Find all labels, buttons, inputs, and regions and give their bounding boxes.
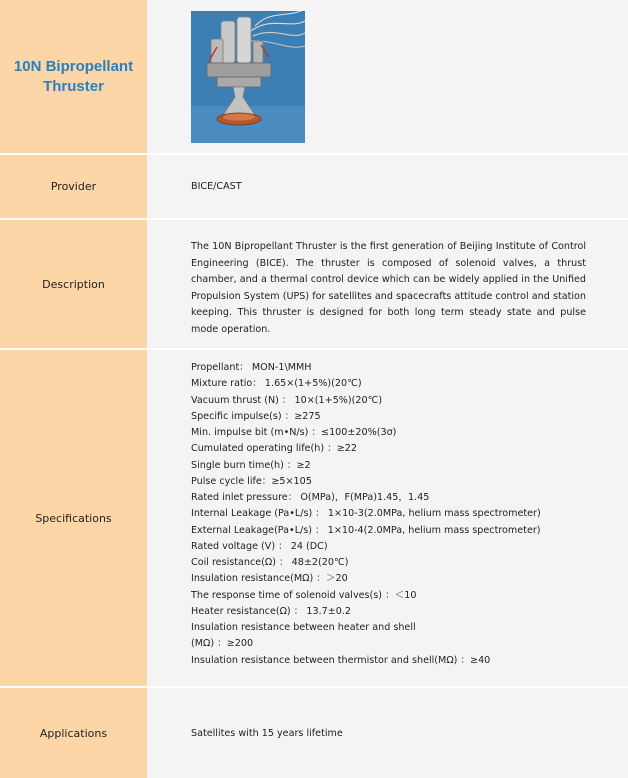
description-label: Description <box>0 220 147 348</box>
applications-cell <box>147 688 628 778</box>
spec-line: The response time of solenoid valves(s) ：＜10 <box>191 589 417 601</box>
provider-row <box>0 155 628 218</box>
spec-line: Rated voltage (V) ： 24 (DC) <box>191 540 328 552</box>
title-row <box>0 0 628 153</box>
description-row <box>0 220 628 348</box>
spec-line: Insulation resistance between heater and shell <box>191 622 416 633</box>
spec-line: Internal Leakage (Pa•L/s) ： 1×10-3(2.0MPa, helium mass spectrometer) <box>191 508 541 520</box>
applications-label: Applications <box>0 688 147 778</box>
spec-line: Insulation resistance between thermistor and shell(MΩ) ：≥40 <box>191 654 491 666</box>
title-cell <box>0 0 147 153</box>
provider-cell <box>147 155 628 218</box>
spec-line: Cumulated operating life(h) ：≥22 <box>191 443 357 455</box>
description-text: The 10N Bipropellant Thruster is the first generation of Beijing Institute of Control Engineering (BICE). The thruster is composed of solenoid valves, a thrust chamber, and a thermal control device which can be widely applied in the Unified Propulsion System (UPS) for satellites and spacecrafts attitude control and station keeping. This thruster is designed for both long term steady state and pulse mode operation. <box>191 241 586 335</box>
description-cell <box>147 220 628 348</box>
spec-line: Min. impulse bit (m•N/s) ：≤100±20%(3σ) <box>191 427 397 438</box>
provider-value: BICE/CAST <box>191 181 242 192</box>
spec-line: Heater resistance(Ω) ： 13.7±0.2 <box>191 605 352 617</box>
spec-line: Vacuum thrust (N) ： 10×(1+5%)(20℃) <box>191 394 383 406</box>
spec-line: Propellant： MON-1\MMH <box>191 362 312 373</box>
spec-line: Insulation resistance(MΩ) ：＞20 <box>191 573 348 585</box>
product-title-line1: 10N Bipropellant <box>13 57 134 75</box>
applications-value: Satellites with 15 years lifetime <box>191 727 343 739</box>
product-title <box>14 57 133 97</box>
product-title-line2: Thruster <box>43 77 104 95</box>
provider-label: Provider <box>0 155 147 218</box>
spec-line: Rated inlet pressure： O(MPa)，F(MPa)1.45，1.45 <box>191 492 430 503</box>
thruster-image-icon <box>191 11 305 143</box>
specifications-cell <box>147 350 628 686</box>
thruster-photo <box>191 11 305 143</box>
specifications-row <box>0 350 628 686</box>
spec-line: Pulse cycle life：≥5×105 <box>191 475 312 487</box>
spec-line: Mixture ratio： 1.65×(1+5%)(20℃) <box>191 378 362 390</box>
spec-line: (MΩ) ：≥200 <box>191 638 254 650</box>
specifications-label: Specifications <box>0 350 147 686</box>
spec-line: Specific impulse(s) ：≥275 <box>191 410 321 422</box>
spec-line: Single burn time(h) ：≥2 <box>191 459 311 471</box>
spec-line: Coil resistance(Ω) ： 48±2(20℃) <box>191 557 349 568</box>
applications-row <box>0 688 628 778</box>
spec-line: External Leakage(Pa•L/s) ： 1×10-4(2.0MPa, helium mass spectrometer) <box>191 524 541 536</box>
